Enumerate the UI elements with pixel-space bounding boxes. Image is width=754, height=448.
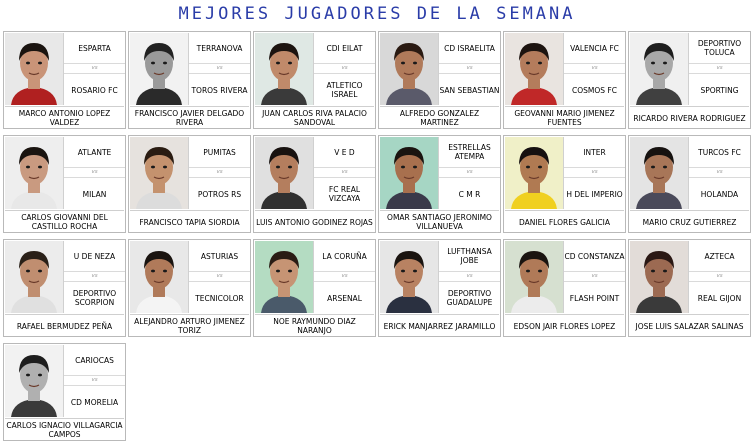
versus-label: vs <box>716 273 723 279</box>
match-info <box>64 345 125 417</box>
player-photo <box>630 33 689 105</box>
match-info <box>189 241 250 313</box>
player-photo <box>5 345 64 417</box>
versus-label: vs <box>91 169 98 175</box>
player-name: CARLOS GIOVANNI DEL CASTILLO ROCHA <box>5 210 124 233</box>
versus-label: vs <box>91 65 98 71</box>
versus-label: vs <box>591 169 598 175</box>
home-team-name: V E D <box>314 137 375 168</box>
away-team-name: DEPORTIVO SCORPION <box>64 281 125 314</box>
match-info <box>564 33 625 105</box>
player-photo <box>5 137 64 209</box>
player-card <box>378 239 501 337</box>
versus-label: vs <box>341 169 348 175</box>
home-team-name: TERRANOVA <box>189 33 250 64</box>
player-photo <box>505 33 564 105</box>
versus-label: vs <box>591 273 598 279</box>
player-name: ALEJANDRO ARTURO JIMENEZ TORIZ <box>130 314 249 337</box>
away-team-name: SAN SEBASTIAN <box>439 73 500 106</box>
versus-label: vs <box>716 169 723 175</box>
home-team-name: ATLANTE <box>64 137 125 168</box>
player-card <box>503 239 626 337</box>
versus-label: vs <box>466 169 473 175</box>
versus-label: vs <box>591 65 598 71</box>
player-name: JOSE LUIS SALAZAR SALINAS <box>630 314 749 337</box>
home-team-name: CDI EILAT <box>314 33 375 64</box>
player-name: EDSON JAIR FLORES LOPEZ <box>505 314 624 337</box>
home-team-name: DEPORTIVO TOLUCA <box>689 33 750 64</box>
player-card <box>503 135 626 233</box>
versus-label: vs <box>91 273 98 279</box>
versus-label: vs <box>91 377 98 383</box>
player-card <box>503 31 626 129</box>
home-team-name: VALENCIA FC <box>564 33 625 64</box>
player-card <box>253 31 376 129</box>
player-name: RAFAEL BERMUDEZ PEÑA <box>5 314 124 337</box>
player-card <box>253 135 376 233</box>
player-name: MARCO ANTONIO LOPEZ VALDEZ <box>5 106 124 129</box>
player-photo <box>5 33 64 105</box>
player-photo <box>630 137 689 209</box>
versus-label: vs <box>341 65 348 71</box>
away-team-name: DEPORTIVO GUADALUPE <box>439 281 500 314</box>
home-team-name: PUMITAS <box>189 137 250 168</box>
player-name: RICARDO RIVERA RODRIGUEZ <box>630 106 749 129</box>
home-team-name: CD ISRAELITA <box>439 33 500 64</box>
player-photo <box>505 241 564 313</box>
away-team-name: HOLANDA <box>689 177 750 210</box>
player-photo <box>5 241 64 313</box>
match-info <box>564 241 625 313</box>
match-info <box>64 241 125 313</box>
home-team-name: ASTURIAS <box>189 241 250 272</box>
match-info <box>439 137 500 209</box>
away-team-name: CD MORELIA <box>64 385 125 418</box>
player-photo <box>255 241 314 313</box>
away-team-name: TOROS RIVERA <box>189 73 250 106</box>
home-team-name: ESPARTA <box>64 33 125 64</box>
match-info <box>564 137 625 209</box>
match-info <box>439 33 500 105</box>
match-info <box>689 137 750 209</box>
player-name: OMAR SANTIAGO JERONIMO VILLANUEVA <box>380 210 499 233</box>
home-team-name: CD CONSTANZA <box>564 241 625 272</box>
player-card <box>128 31 251 129</box>
match-info <box>189 33 250 105</box>
player-card <box>253 239 376 337</box>
player-card <box>378 135 501 233</box>
match-info <box>64 33 125 105</box>
player-card <box>628 135 751 233</box>
player-name: DANIEL FLORES GALICIA <box>505 210 624 233</box>
match-info <box>314 33 375 105</box>
player-name: FRANCISCO TAPIA SIORDIA <box>130 210 249 233</box>
player-photo <box>130 137 189 209</box>
player-photo <box>255 137 314 209</box>
match-info <box>64 137 125 209</box>
player-photo <box>130 33 189 105</box>
away-team-name: TECNICOLOR <box>189 281 250 314</box>
player-name: JUAN CARLOS RIVA PALACIO SANDOVAL <box>255 106 374 129</box>
player-name: ALFREDO GONZALEZ MARTINEZ <box>380 106 499 129</box>
home-team-name: AZTECA <box>689 241 750 272</box>
away-team-name: FC REAL VIZCAYA <box>314 177 375 210</box>
player-card <box>3 31 126 129</box>
player-card <box>378 31 501 129</box>
versus-label: vs <box>466 65 473 71</box>
player-name: FRANCISCO JAVIER DELGADO RIVERA <box>130 106 249 129</box>
away-team-name: REAL GIJON <box>689 281 750 314</box>
player-photo <box>130 241 189 313</box>
away-team-name: SPORTING <box>689 73 750 106</box>
match-info <box>314 137 375 209</box>
player-photo <box>255 33 314 105</box>
player-card <box>3 343 126 441</box>
away-team-name: ARSENAL <box>314 281 375 314</box>
home-team-name: INTER <box>564 137 625 168</box>
player-name: CARLOS IGNACIO VILLAGARCIA CAMPOS <box>5 418 124 441</box>
player-name: NOE RAYMUNDO DIAZ NARANJO <box>255 314 374 337</box>
away-team-name: C M R <box>439 177 500 210</box>
away-team-name: MILAN <box>64 177 125 210</box>
match-info <box>689 241 750 313</box>
versus-label: vs <box>466 273 473 279</box>
player-name: MARIO CRUZ GUTIERREZ <box>630 210 749 233</box>
away-team-name: POTROS RS <box>189 177 250 210</box>
home-team-name: LUFTHANSA JOBE <box>439 241 500 272</box>
player-name: ERICK MANJARREZ JARAMILLO <box>380 314 499 337</box>
match-info <box>689 33 750 105</box>
player-card <box>628 239 751 337</box>
versus-label: vs <box>341 273 348 279</box>
player-name: LUIS ANTONIO GODINEZ ROJAS <box>255 210 374 233</box>
away-team-name: COSMOS FC <box>564 73 625 106</box>
player-card <box>628 31 751 129</box>
player-photo <box>380 33 439 105</box>
player-card <box>128 135 251 233</box>
player-photo <box>380 137 439 209</box>
player-card <box>3 135 126 233</box>
away-team-name: ROSARIO FC <box>64 73 125 106</box>
home-team-name: TURCOS FC <box>689 137 750 168</box>
player-photo <box>380 241 439 313</box>
home-team-name: ESTRELLAS ATEMPA <box>439 137 500 168</box>
player-name: GEOVANNI MARIO JIMENEZ FUENTES <box>505 106 624 129</box>
player-photo <box>505 137 564 209</box>
player-card <box>3 239 126 337</box>
player-photo <box>630 241 689 313</box>
away-team-name: FLASH POINT <box>564 281 625 314</box>
home-team-name: CARIOCAS <box>64 345 125 376</box>
player-card <box>128 239 251 337</box>
away-team-name: ATLETICO ISRAEL <box>314 73 375 106</box>
match-info <box>189 137 250 209</box>
versus-label: vs <box>216 169 223 175</box>
match-info <box>439 241 500 313</box>
versus-label: vs <box>716 65 723 71</box>
home-team-name: U DE NEZA <box>64 241 125 272</box>
match-info <box>314 241 375 313</box>
versus-label: vs <box>216 273 223 279</box>
versus-label: vs <box>216 65 223 71</box>
home-team-name: LA CORUÑA <box>314 241 375 272</box>
away-team-name: H DEL IMPERIO <box>564 177 625 210</box>
page-title: MEJORES JUGADORES DE LA SEMANA <box>178 4 576 24</box>
